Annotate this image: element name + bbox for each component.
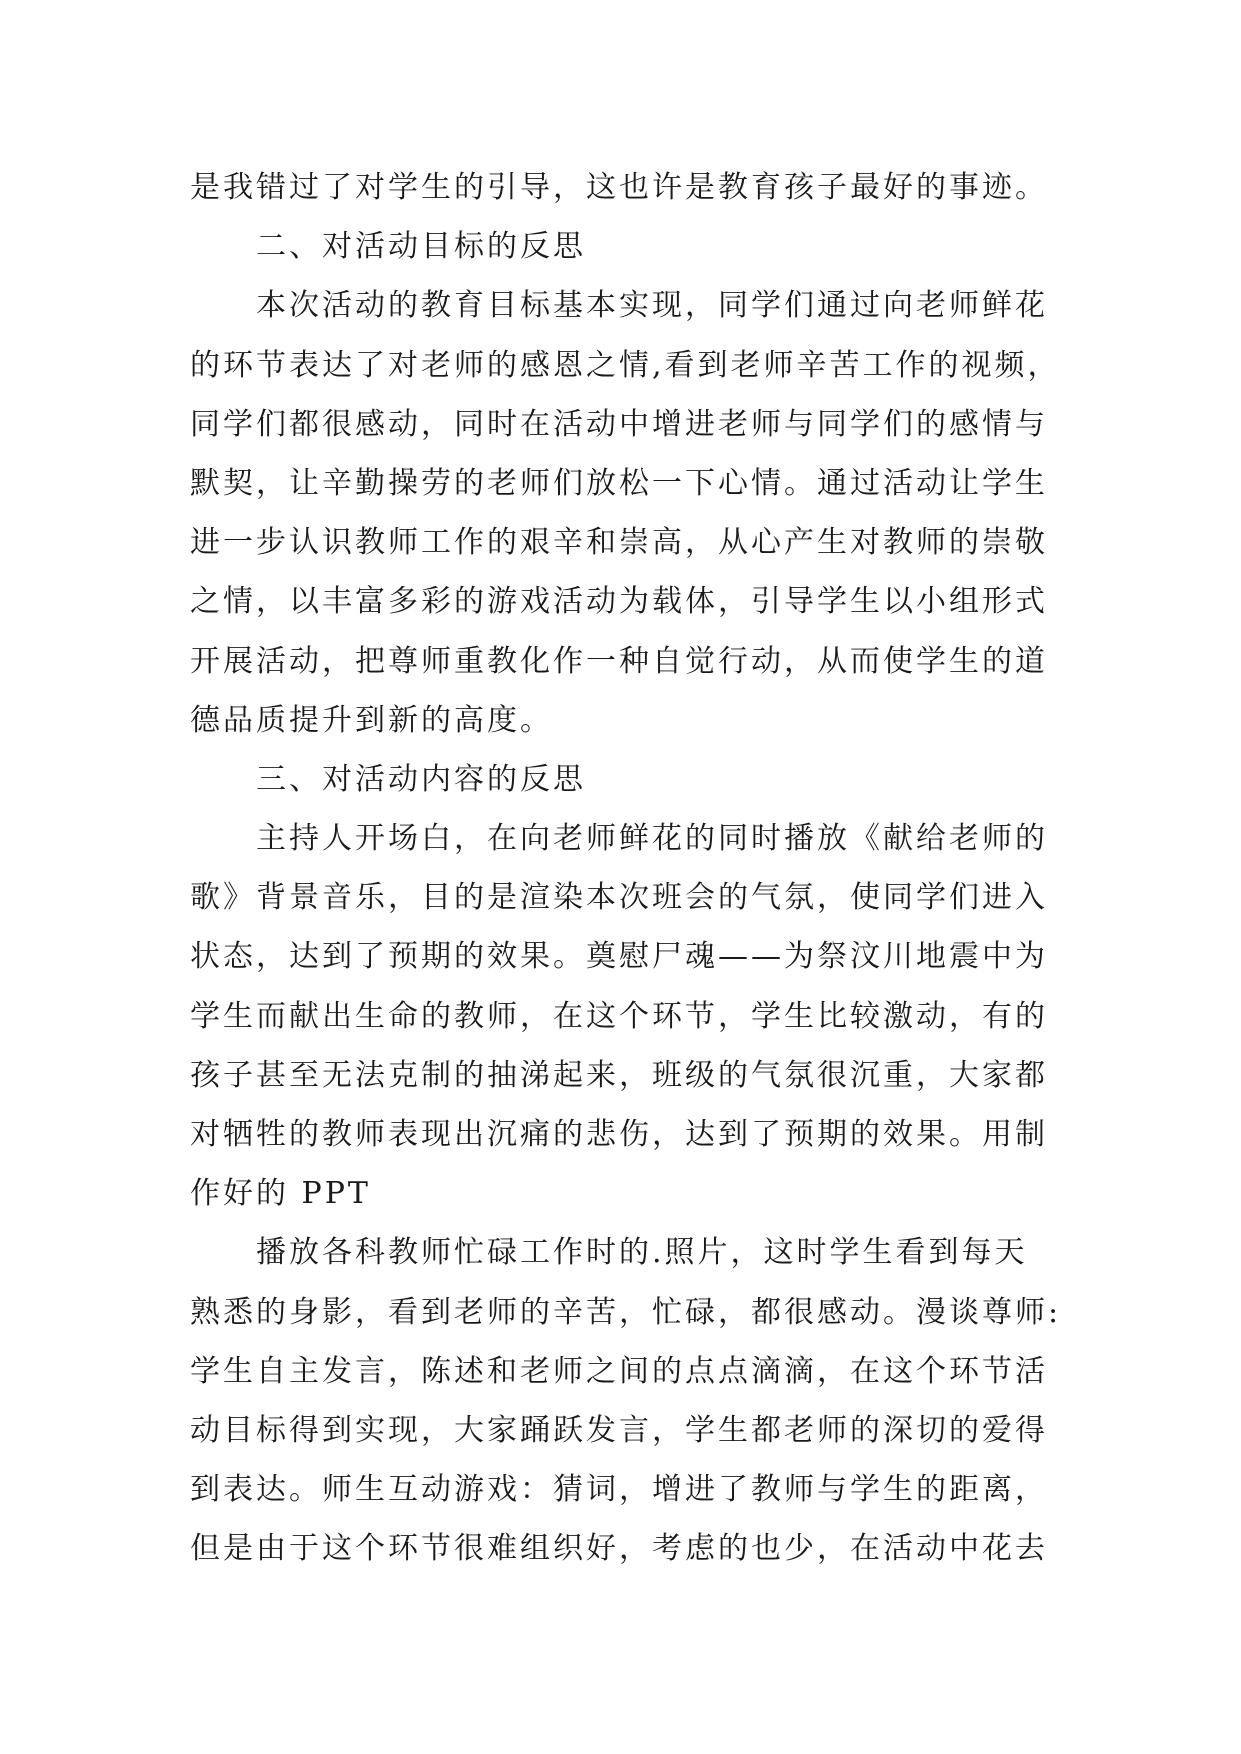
text-line: 开展活动，把尊师重教化作一种自觉行动，从而使学生的道 — [190, 643, 1048, 679]
text-line: 熟悉的身影，看到老师的辛苦，忙碌，都很感动。漫谈尊师: — [190, 1294, 1062, 1330]
text-line: 同学们都很感动，同时在活动中增进老师与同学们的感情与 — [190, 406, 1048, 442]
text-line: 作好的 PPT — [190, 1176, 371, 1212]
text-line: 对牺牲的教师表现出沉痛的悲伤，达到了预期的效果。用制 — [190, 1117, 1048, 1152]
text-line: 德品质提升到新的高度。 — [190, 702, 553, 738]
text-line: 歌》背景音乐，目的是渲染本次班会的气氛，使同学们进入 — [190, 880, 1048, 916]
text-line: 之情，以丰富多彩的游戏活动为载体，引导学生以小组形式 — [190, 584, 1048, 620]
paragraph-start-line: 三、对活动内容的反思 — [256, 761, 586, 797]
text-line: 是我错过了对学生的引导，这也许是教育孩子最好的事迹。 — [190, 170, 1048, 205]
paragraph-start-line: 本次活动的教育目标基本实现，同学们通过向老师鲜花 — [256, 288, 1048, 324]
text-line: 进一步认识教师工作的艰辛和崇高，从心产生对教师的崇敬 — [190, 525, 1048, 561]
paragraph-start-line: 播放各科教师忙碌工作时的.照片，这时学生看到每天 — [256, 1235, 1028, 1271]
text-line: 学生而献出生命的教师，在这个环节，学生比较激动，有的 — [190, 998, 1048, 1034]
paragraph-start-line: 主持人开场白，在向老师鲜花的同时播放《献给老师的 — [256, 821, 1048, 857]
paragraph-start-line: 二、对活动目标的反思 — [256, 229, 586, 265]
text-line: 到表达。师生互动游戏：猜词，增进了教师与学生的距离， — [190, 1472, 1048, 1508]
document-body — [190, 158, 1070, 1579]
text-line: 的环节表达了对老师的感恩之情,看到老师辛苦工作的视频， — [190, 347, 1061, 383]
text-line: 学生自主发言，陈述和老师之间的点点滴滴，在这个环节活 — [190, 1353, 1048, 1389]
text-line: 孩子甚至无法克制的抽涕起来，班级的气氛很沉重，大家都 — [190, 1057, 1048, 1093]
text-line: 默契，让辛勤操劳的老师们放松一下心情。通过活动让学生 — [190, 465, 1048, 501]
text-line: 动目标得到实现，大家踊跃发言，学生都老师的深切的爱得 — [190, 1412, 1048, 1448]
text-line: 状态，达到了预期的效果。奠慰尸魂——为祭汶川地震中为 — [190, 939, 1048, 975]
text-line: 但是由于这个环节很难组织好，考虑的也少，在活动中花去 — [190, 1531, 1048, 1567]
